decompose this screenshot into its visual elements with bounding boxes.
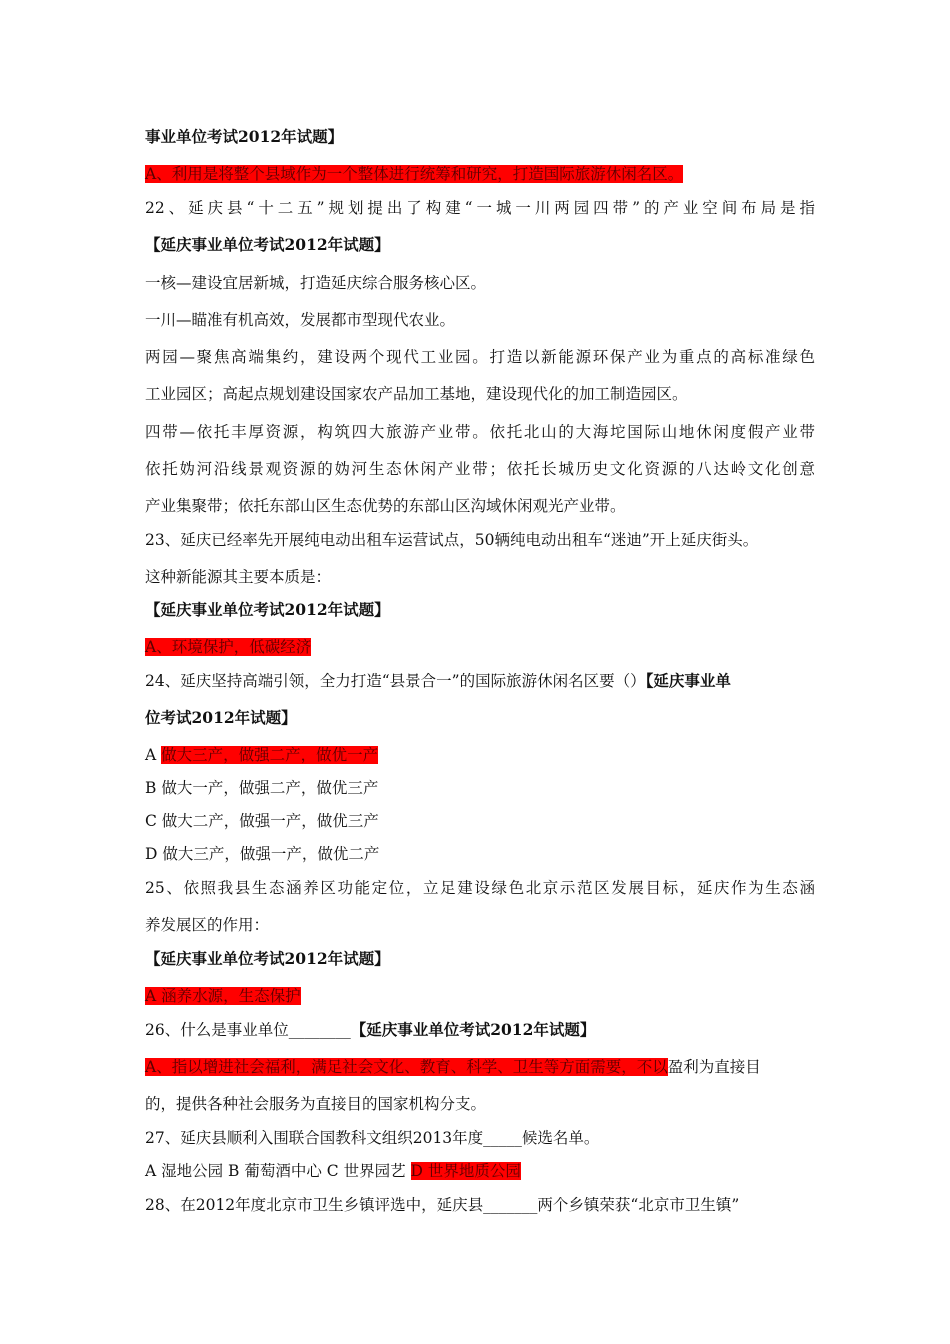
text-line: [145, 1056, 815, 1078]
text-segment: 养发展区的作用：: [145, 916, 270, 934]
bold-source-label: 位考试2012年试题】: [145, 708, 297, 727]
text-line: [145, 843, 815, 865]
bold-source-label: 【延庆事业单位考试2012年试题】: [145, 600, 390, 619]
text-line: [145, 197, 815, 219]
text-segment: 四带—依托丰厚资源，构筑四大旅游产业带。依托北山的大海坨国际山地休闲度假产业带: [145, 423, 815, 441]
text-line: [145, 877, 815, 899]
text-line: [145, 914, 815, 936]
text-segment: 24、延庆坚持高端引领，全力打造“县景合一”的国际旅游休闲名区要（）: [145, 672, 646, 690]
text-segment: 22、延庆县“十二五”规划提出了构建“一城一川两园四带”的产业空间布局是指: [145, 199, 815, 217]
text-line: [145, 272, 815, 294]
text-line: [145, 383, 815, 405]
highlighted-answer: A 涵养水源，生态保护: [145, 987, 301, 1005]
text-segment: 一核—建设宜居新城，打造延庆综合服务核心区。: [145, 274, 487, 292]
bold-source-label: 【延庆事业单: [645, 671, 731, 690]
bold-source-label: 【延庆事业单位考试2012年试题】: [145, 235, 390, 254]
text-line: [145, 566, 815, 588]
text-segment: D 做大三产，做强一产，做优二产: [145, 845, 380, 863]
text-line: [145, 421, 815, 443]
highlighted-answer: A、利用是将整个县域作为一个整体进行统筹和研究，打造国际旅游休闲名区。: [145, 165, 684, 183]
text-segment: 工业园区；高起点规划建设国家农产品加工基地，建设现代化的加工制造园区。: [145, 385, 688, 403]
text-segment: B 做大一产，做强二产，做优三产: [145, 779, 379, 797]
text-line: [145, 670, 815, 692]
text-line: [145, 948, 815, 970]
text-line: [145, 346, 815, 368]
text-line: [145, 1127, 815, 1149]
text-line: [145, 126, 815, 148]
text-line: [145, 707, 815, 729]
text-line: [145, 744, 815, 766]
text-line: [145, 529, 815, 551]
text-line: [145, 985, 815, 1007]
text-line: [145, 599, 815, 621]
text-line: [145, 495, 815, 517]
text-line: [145, 1019, 815, 1041]
text-segment: 26、什么是事业单位________: [145, 1021, 351, 1039]
text-segment: 产业集聚带；依托东部山区生态优势的东部山区沟域休闲观光产业带。: [145, 497, 626, 515]
highlighted-answer: D 世界地质公园: [410, 1162, 521, 1180]
text-segment: 依托妫河沿线景观资源的妫河生态休闲产业带；依托长城历史文化资源的八达岭文化创意: [145, 460, 815, 478]
text-line: [145, 163, 815, 185]
text-line: [145, 458, 815, 480]
text-segment: A 湿地公园 B 葡萄酒中心 C 世界园艺: [145, 1162, 411, 1180]
text-segment: 盈利为直接目: [667, 1058, 761, 1076]
text-segment: 这种新能源其主要本质是：: [145, 568, 332, 586]
text-segment: 两园—聚焦高端集约，建设两个现代工业园。打造以新能源环保产业为重点的高标准绿色: [145, 348, 815, 366]
text-segment: 23、延庆已经率先开展纯电动出租车运营试点，50辆纯电动出租车“迷迪”开上延庆街头。: [145, 531, 759, 549]
text-segment: C 做大二产，做强一产，做优三产: [145, 812, 379, 830]
text-segment: 的，提供各种社会服务为直接目的国家机构分支。: [145, 1095, 487, 1113]
text-segment: 28、在2012年度北京市卫生乡镇评选中，延庆县_______两个乡镇荣获“北京市卫生镇”: [145, 1196, 740, 1214]
text-line: [145, 777, 815, 799]
bold-source-label: 事业单位考试2012年试题】: [145, 127, 344, 146]
text-segment: 一川—瞄准有机高效，发展都市型现代农业。: [145, 311, 456, 329]
text-line: [145, 810, 815, 832]
text-line: [145, 309, 815, 331]
text-line: [145, 1160, 815, 1182]
highlighted-answer: 做大三产，做强二产，做优一产: [161, 746, 379, 764]
text-segment: 25、依照我县生态涵养区功能定位，立足建设绿色北京示范区发展目标，延庆作为生态涵: [145, 879, 815, 897]
highlighted-answer: A、指以增进社会福利，满足社会文化、教育、科学、卫生等方面需要，不以: [145, 1058, 668, 1076]
bold-source-label: 【延庆事业单位考试2012年试题】: [145, 949, 390, 968]
text-line: [145, 1093, 815, 1115]
text-line: [145, 234, 815, 256]
text-segment: 27、延庆县顺利入围联合国教科文组织2013年度_____候选名单。: [145, 1129, 600, 1147]
text-line: [145, 636, 815, 658]
text-segment: A: [145, 746, 162, 764]
highlighted-answer: A、环境保护，低碳经济: [145, 638, 312, 656]
bold-source-label: 【延庆事业单位考试2012年试题】: [350, 1020, 596, 1039]
text-line: [145, 1194, 815, 1216]
